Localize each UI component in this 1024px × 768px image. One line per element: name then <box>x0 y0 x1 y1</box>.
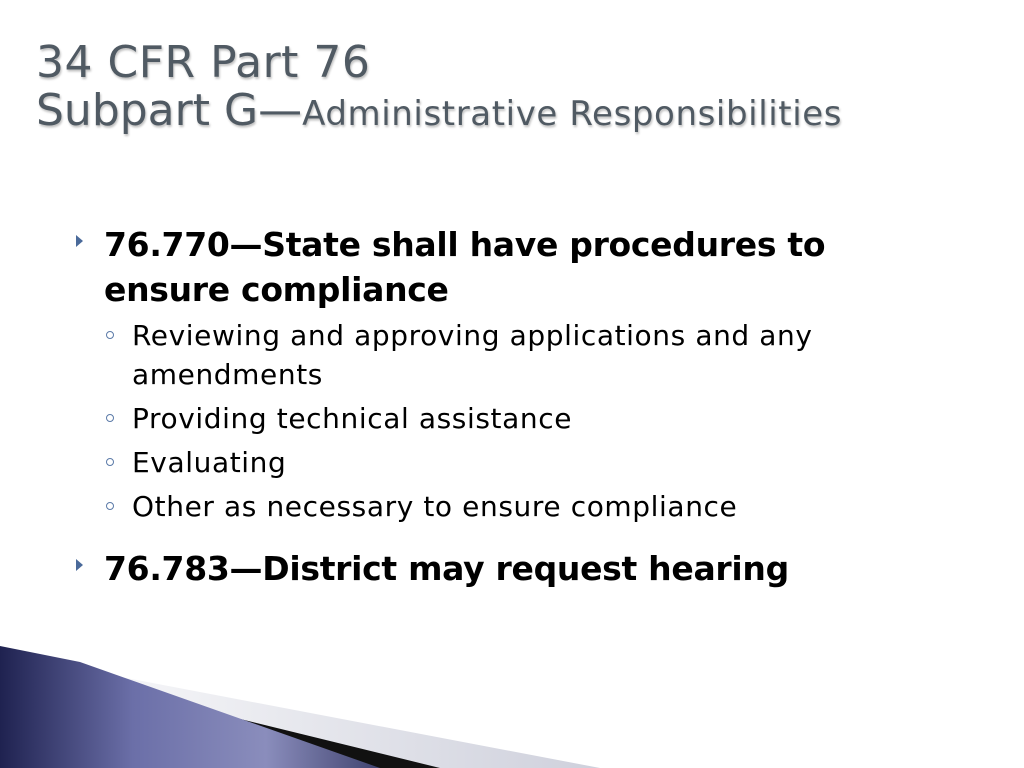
bullet-item <box>76 546 956 591</box>
bullet-item <box>76 222 956 312</box>
title-line-2-main: Subpart G— <box>36 85 303 137</box>
sub-bullet-item <box>104 487 956 526</box>
decor-black-wedge <box>0 660 440 768</box>
sub-bullet-text: Evaluating <box>132 446 287 479</box>
hollow-circle-icon <box>106 414 114 422</box>
triangle-right-icon <box>76 559 83 571</box>
triangle-right-icon <box>76 235 83 247</box>
hollow-circle-icon <box>106 502 114 510</box>
sub-bullet-item <box>104 399 956 438</box>
sub-bullet-text: Reviewing and approving applications and any amendments <box>132 319 813 391</box>
hollow-circle-icon <box>106 458 114 466</box>
sub-bullet-text: Providing technical assistance <box>132 402 573 435</box>
title-line-2-subtitle: Administrative Responsibilities <box>302 94 843 135</box>
bullet-text: 76.783—District may request hearing <box>104 549 789 588</box>
sub-bullet-list <box>104 316 956 526</box>
slide-title <box>36 37 843 137</box>
sub-bullet-text: Other as necessary to ensure compliance <box>132 490 738 523</box>
title-line-1: 34 CFR Part 76 <box>36 37 371 88</box>
decor-blue-wedge <box>0 646 380 768</box>
decor-light-wedge <box>0 654 600 768</box>
hollow-circle-icon <box>106 331 114 339</box>
sub-bullet-item <box>104 443 956 482</box>
title-line-2 <box>36 85 843 137</box>
sub-bullet-item <box>104 316 956 394</box>
bullet-text: 76.770—State shall have procedures to ensure compliance <box>104 225 826 309</box>
slide-body <box>76 222 956 591</box>
